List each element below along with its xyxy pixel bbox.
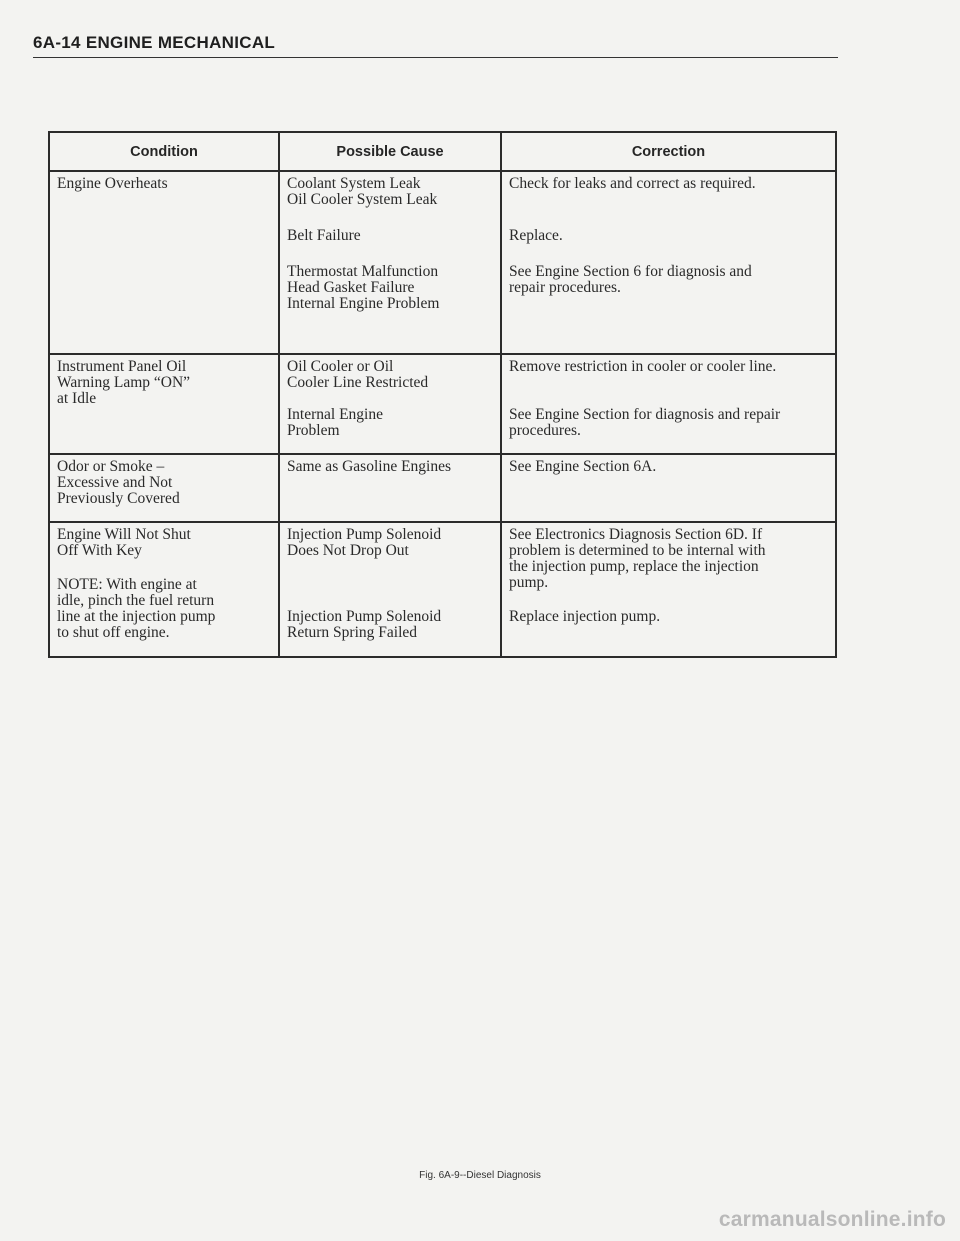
correction-text: problem is determined to be internal with bbox=[509, 542, 766, 559]
correction-cell bbox=[501, 171, 836, 354]
table-row bbox=[49, 454, 836, 522]
note-text: idle, pinch the fuel return bbox=[57, 592, 215, 609]
correction-text: Replace. bbox=[509, 227, 563, 244]
cause-cell bbox=[279, 522, 501, 657]
condition-text: Engine Will Not Shut bbox=[57, 526, 191, 543]
table-row bbox=[49, 522, 836, 657]
cause-text: Internal Engine Problem bbox=[287, 295, 440, 312]
header-condition: Condition bbox=[49, 132, 279, 171]
cause-text: Oil Cooler or Oil bbox=[287, 358, 394, 375]
correction-text: Replace injection pump. bbox=[509, 608, 661, 625]
correction-text: pump. bbox=[509, 574, 549, 591]
cause-cell bbox=[279, 354, 501, 454]
condition-text: Excessive and Not bbox=[57, 474, 173, 491]
cause-text: Same as Gasoline Engines bbox=[287, 458, 452, 475]
cause-cell bbox=[279, 454, 501, 522]
correction-text: Remove restriction in cooler or cooler line. bbox=[509, 358, 777, 375]
condition-text: Engine Overheats bbox=[57, 175, 168, 192]
table-row bbox=[49, 354, 836, 454]
condition-text: Previously Covered bbox=[57, 490, 180, 507]
note-text: NOTE: With engine at bbox=[57, 576, 197, 593]
header-rule bbox=[33, 57, 838, 58]
diagnosis-table bbox=[48, 131, 837, 658]
note-text: to shut off engine. bbox=[57, 624, 170, 641]
correction-cell bbox=[501, 522, 836, 657]
cause-text: Internal Engine bbox=[287, 406, 383, 423]
table-header-row bbox=[49, 132, 836, 171]
cause-text: Cooler Line Restricted bbox=[287, 374, 429, 391]
condition-text: Off With Key bbox=[57, 542, 142, 559]
page-header: 6A-14 ENGINE MECHANICAL bbox=[33, 33, 276, 52]
correction-cell bbox=[501, 454, 836, 522]
condition-cell bbox=[49, 454, 279, 522]
table-row bbox=[49, 171, 836, 354]
cause-text: Belt Failure bbox=[287, 227, 361, 244]
cause-text: Injection Pump Solenoid bbox=[287, 526, 442, 543]
cause-text: Problem bbox=[287, 422, 340, 439]
condition-cell bbox=[49, 171, 279, 354]
cause-text: Thermostat Malfunction bbox=[287, 263, 439, 280]
correction-text: procedures. bbox=[509, 422, 581, 439]
cause-text: Coolant System Leak bbox=[287, 175, 421, 192]
correction-text: See Engine Section 6A. bbox=[509, 458, 657, 475]
condition-text: Instrument Panel Oil bbox=[57, 358, 187, 375]
condition-text: Warning Lamp “ON” bbox=[57, 374, 191, 391]
watermark: carmanualsonline.info bbox=[718, 1208, 946, 1231]
correction-text: See Electronics Diagnosis Section 6D. If bbox=[509, 526, 763, 543]
cause-text: Does Not Drop Out bbox=[287, 542, 409, 559]
correction-text: See Engine Section 6 for diagnosis and bbox=[509, 263, 752, 280]
condition-cell bbox=[49, 522, 279, 657]
cause-text: Return Spring Failed bbox=[287, 624, 418, 641]
note-text: line at the injection pump bbox=[57, 608, 216, 625]
header-correction: Correction bbox=[501, 132, 836, 171]
correction-text: See Engine Section for diagnosis and repair bbox=[509, 406, 781, 423]
cause-cell bbox=[279, 171, 501, 354]
header-possible-cause: Possible Cause bbox=[279, 132, 501, 171]
figure-caption: Fig. 6A-9--Diesel Diagnosis bbox=[419, 1170, 541, 1181]
condition-text: at Idle bbox=[57, 390, 97, 407]
condition-text: Odor or Smoke – bbox=[57, 458, 165, 475]
cause-text: Oil Cooler System Leak bbox=[287, 191, 438, 208]
cause-text: Injection Pump Solenoid bbox=[287, 608, 442, 625]
correction-cell bbox=[501, 354, 836, 454]
condition-cell bbox=[49, 354, 279, 454]
correction-text: repair procedures. bbox=[509, 279, 621, 296]
cause-text: Head Gasket Failure bbox=[287, 279, 415, 296]
correction-text: Check for leaks and correct as required. bbox=[509, 175, 756, 192]
correction-text: the injection pump, replace the injection bbox=[509, 558, 759, 575]
